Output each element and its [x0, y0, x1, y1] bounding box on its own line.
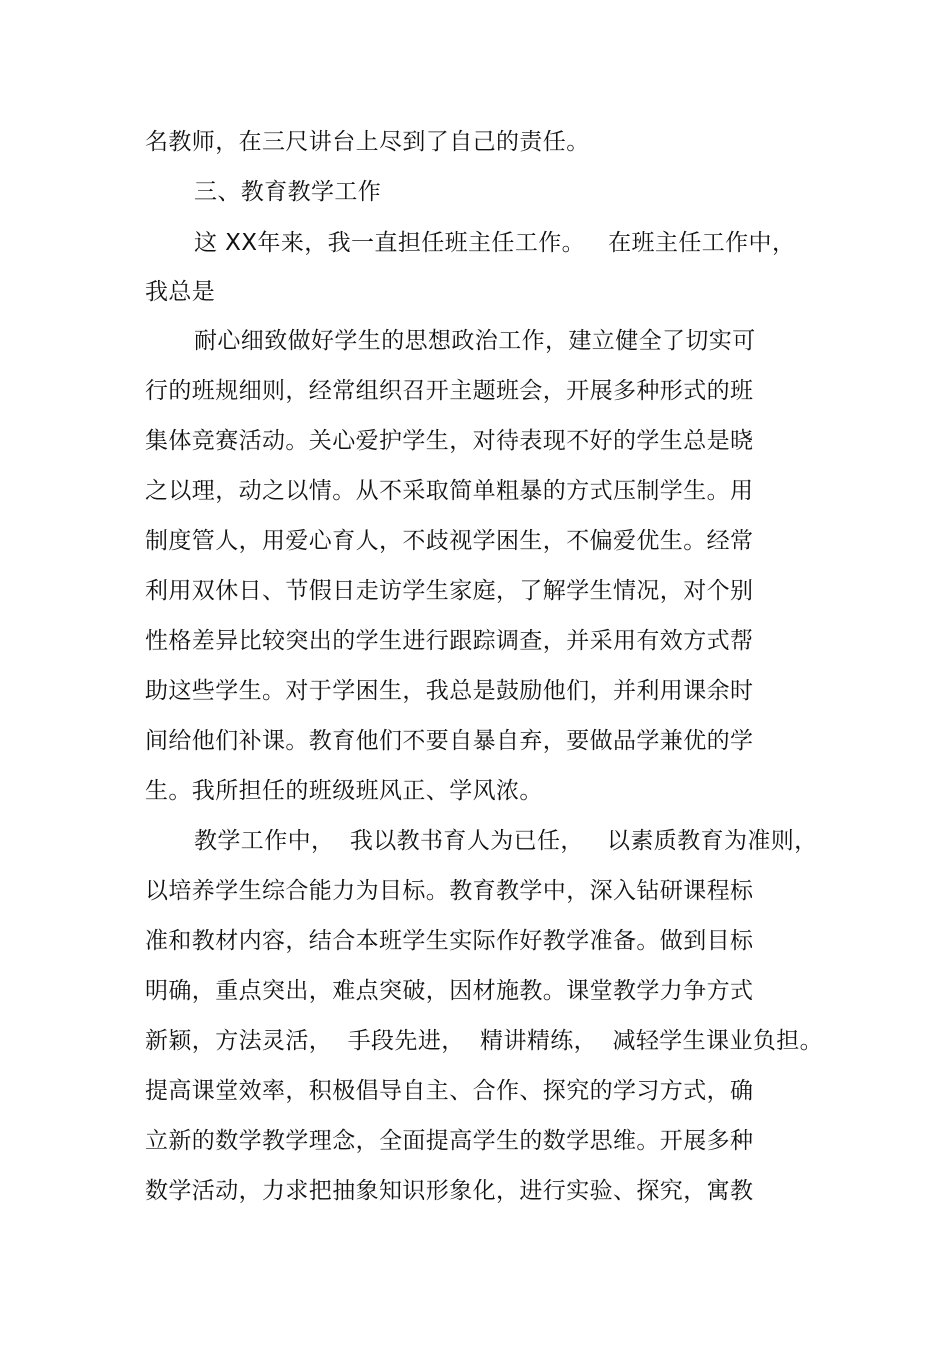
text-line: 名教师，在三尺讲台上尽到了自己的责任。 — [145, 129, 590, 155]
text-line: 间给他们补课。教育他们不要自暴自弃，要做品学兼优的学 — [145, 728, 754, 754]
text-line: 我总是 — [145, 279, 216, 305]
text-line: 准和教材内容，结合本班学生实际作好教学准备。做到目标 — [145, 928, 754, 954]
text-line: 立新的数学教学理念，全面提高学生的数学思维。开展多种 — [145, 1128, 754, 1154]
section-heading: 三、教育教学工作 — [194, 179, 382, 205]
text-line: 制度管人，用爱心育人，不歧视学困生，不偏爱优生。经常 — [145, 528, 754, 554]
text-line: 行的班规细则，经常组织召开主题班会，开展多种形式的班 — [145, 378, 754, 404]
text-line: 数学活动，力求把抽象知识形象化，进行实验、探究，寓教 — [145, 1178, 754, 1204]
text-line: 集体竞赛活动。关心爱护学生，对待表现不好的学生总是晓 — [145, 428, 754, 454]
text-line: 利用双休日、节假日走访学生家庭，了解学生情况，对个别 — [145, 578, 754, 604]
text-line: 助这些学生。对于学困生，我总是鼓励他们，并利用课余时 — [145, 678, 754, 704]
text-line: 之以理，动之以情。从不采取简单粗暴的方式压制学生。用 — [145, 478, 754, 504]
text-line: 这 XX年来，我一直担任班主任工作。 在班主任工作中， — [194, 230, 796, 256]
text-line: 以培养学生综合能力为目标。教育教学中，深入钻研课程标 — [145, 878, 754, 904]
text-line: 提高课堂效率，积极倡导自主、合作、探究的学习方式，确 — [145, 1078, 754, 1104]
text-line: 明确，重点突出，难点突破，因材施教。课堂教学力争方式 — [145, 978, 754, 1004]
text-line: 新颖，方法灵活， 手段先进， 精讲精练， 减轻学生课业负担。 — [145, 1028, 824, 1054]
text-line: 耐心细致做好学生的思想政治工作，建立健全了切实可 — [194, 328, 756, 354]
text-line: 性格差异比较突出的学生进行跟踪调查，并采用有效方式帮 — [145, 628, 754, 654]
text-line: 教学工作中， 我以教书育人为已任， 以素质教育为准则， — [194, 828, 818, 854]
text-line: 生。我所担任的班级班风正、学风浓。 — [145, 778, 543, 804]
